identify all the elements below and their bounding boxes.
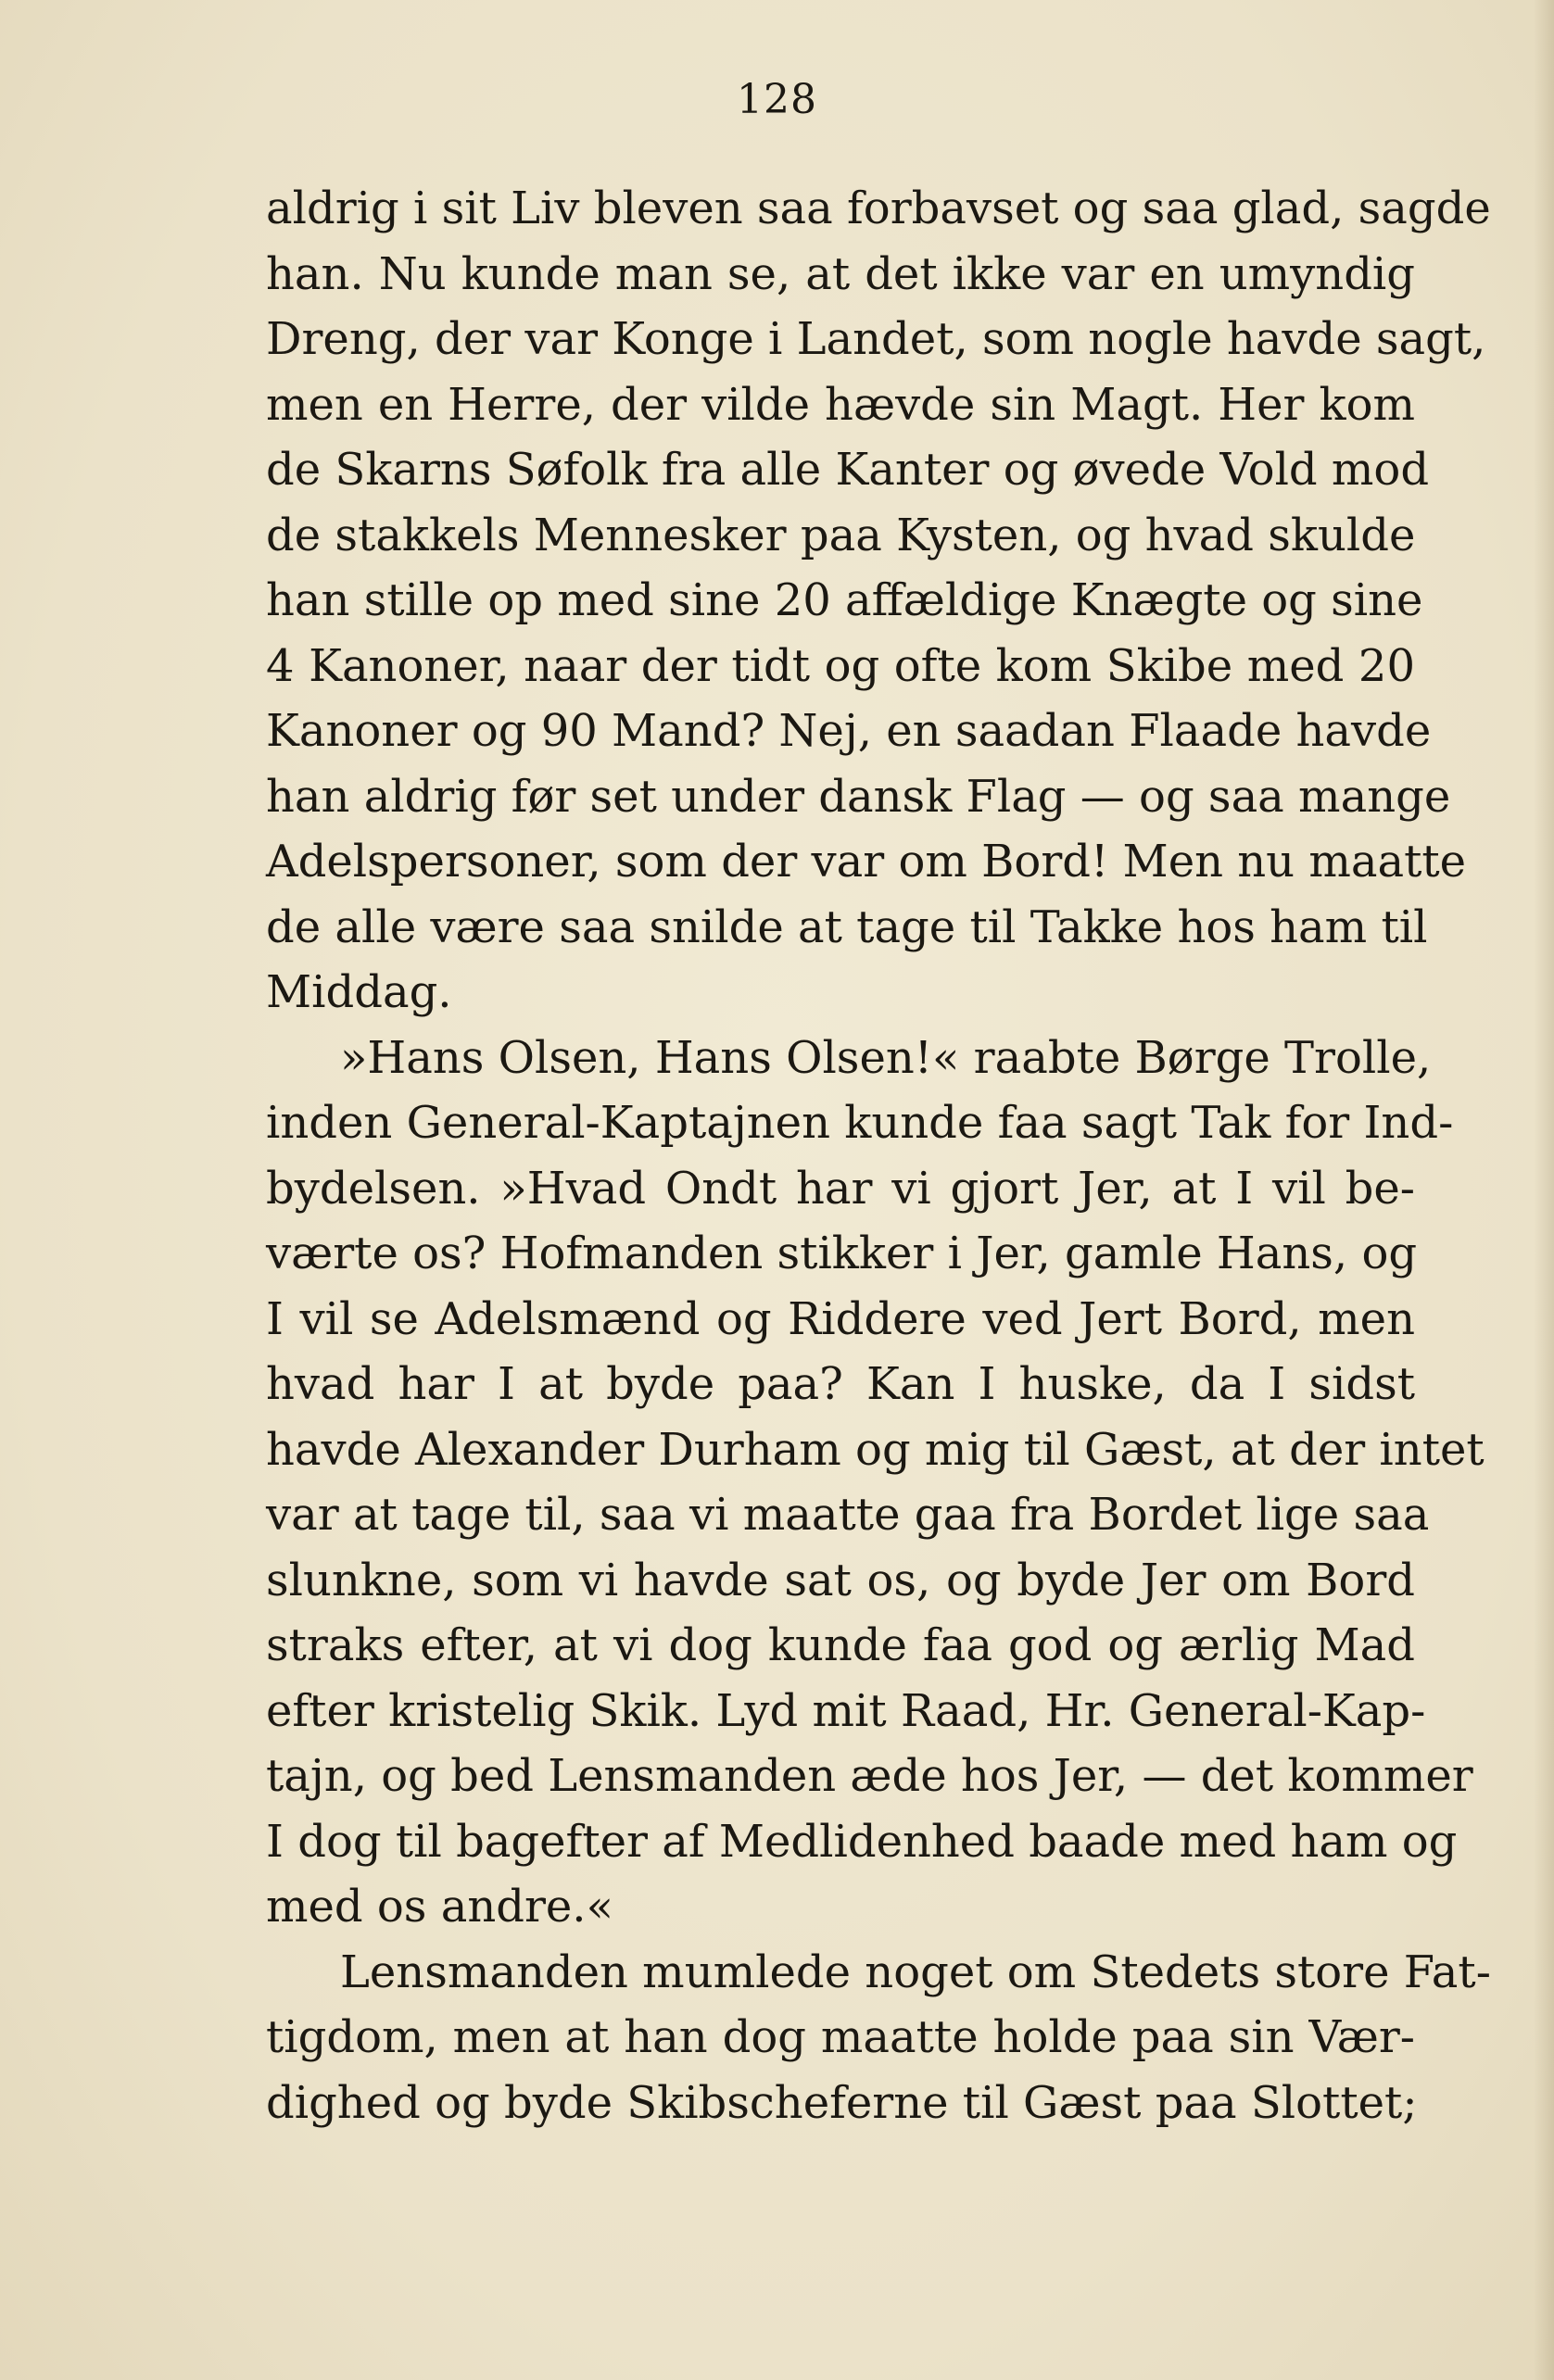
text-line: havde Alexander Durham og mig til Gæst, at der intet — [266, 1423, 1485, 1476]
text-line: de alle være saa snilde at tage til Takke hos ham til — [266, 900, 1428, 953]
page-edge-shadow — [1534, 0, 1554, 2380]
text-line: med os andre.« — [266, 1881, 613, 1933]
page-number: 128 — [737, 76, 817, 123]
text-line: men en Herre, der vilde hævde sin Magt. Her kom — [266, 378, 1415, 431]
text-line: I dog til bagefter af Medlidenhed baade med ham og — [266, 1815, 1458, 1868]
text-line: bydelsen. »Hvad Ondt har vi gjort Jer, at I vil be- — [266, 1162, 1415, 1215]
text-line: dighed og byde Skibscheferne til Gæst paa Slottet; — [266, 2076, 1418, 2129]
text-line: I vil se Adelsmænd og Riddere ved Jert Bord, men — [266, 1292, 1415, 1345]
text-line: aldrig i sit Liv bleven saa forbavset og saa glad, sagde — [266, 183, 1491, 234]
body-text — [266, 176, 1491, 2135]
text-line: han stille op med sine 20 affældige Knægte og sine — [266, 574, 1423, 626]
text-line: Dreng, der var Konge i Landet, som nogle havde sagt, — [266, 313, 1486, 365]
text-line: han. Nu kunde man se, at det ikke var en umyndig — [266, 247, 1415, 300]
text-line: de stakkels Mennesker paa Kysten, og hvad skulde — [266, 509, 1416, 561]
text-line: Middag. — [266, 966, 452, 1018]
text-line: værte os? Hofmanden stikker i Jer, gamle Hans, og — [266, 1228, 1418, 1279]
text-line: 4 Kanoner, naar der tidt og ofte kom Skibe med 20 — [266, 639, 1415, 692]
text-line: Kanoner og 90 Mand? Nej, en saadan Flaade havde — [266, 705, 1432, 757]
text-line: Lensmanden mumlede noget om Stedets store Fat- — [340, 1946, 1491, 1998]
text-line: de Skarns Søfolk fra alle Kanter og øvede Vold mod — [266, 444, 1430, 496]
text-line: straks efter, at vi dog kunde faa god og ærlig Mad — [266, 1619, 1415, 1671]
text-line: hvad har I at byde paa? Kan I huske, da I sidst — [266, 1358, 1415, 1410]
text-line: inden General-Kaptajnen kunde faa sagt Tak for Ind- — [266, 1097, 1454, 1149]
text-line: efter kristelig Skik. Lyd mit Raad, Hr. General-Kap- — [266, 1684, 1426, 1737]
text-line: »Hans Olsen, Hans Olsen!« raabte Børge Trolle, — [340, 1031, 1432, 1084]
text-line: han aldrig før set under dansk Flag — og saa mange — [266, 770, 1451, 823]
text-line: Adelspersoner, som der var om Bord! Men nu maatte — [266, 836, 1467, 888]
text-line: slunkne, som vi havde sat os, og byde Jer om Bord — [266, 1554, 1415, 1606]
text-line: tajn, og bed Lensmanden æde hos Jer, — det kommer — [266, 1750, 1473, 1802]
text-line: var at tage til, saa vi maatte gaa fra Bordet lige saa — [266, 1489, 1430, 1541]
text-line: tigdom, men at han dog maatte holde paa sin Vær- — [266, 2011, 1415, 2063]
